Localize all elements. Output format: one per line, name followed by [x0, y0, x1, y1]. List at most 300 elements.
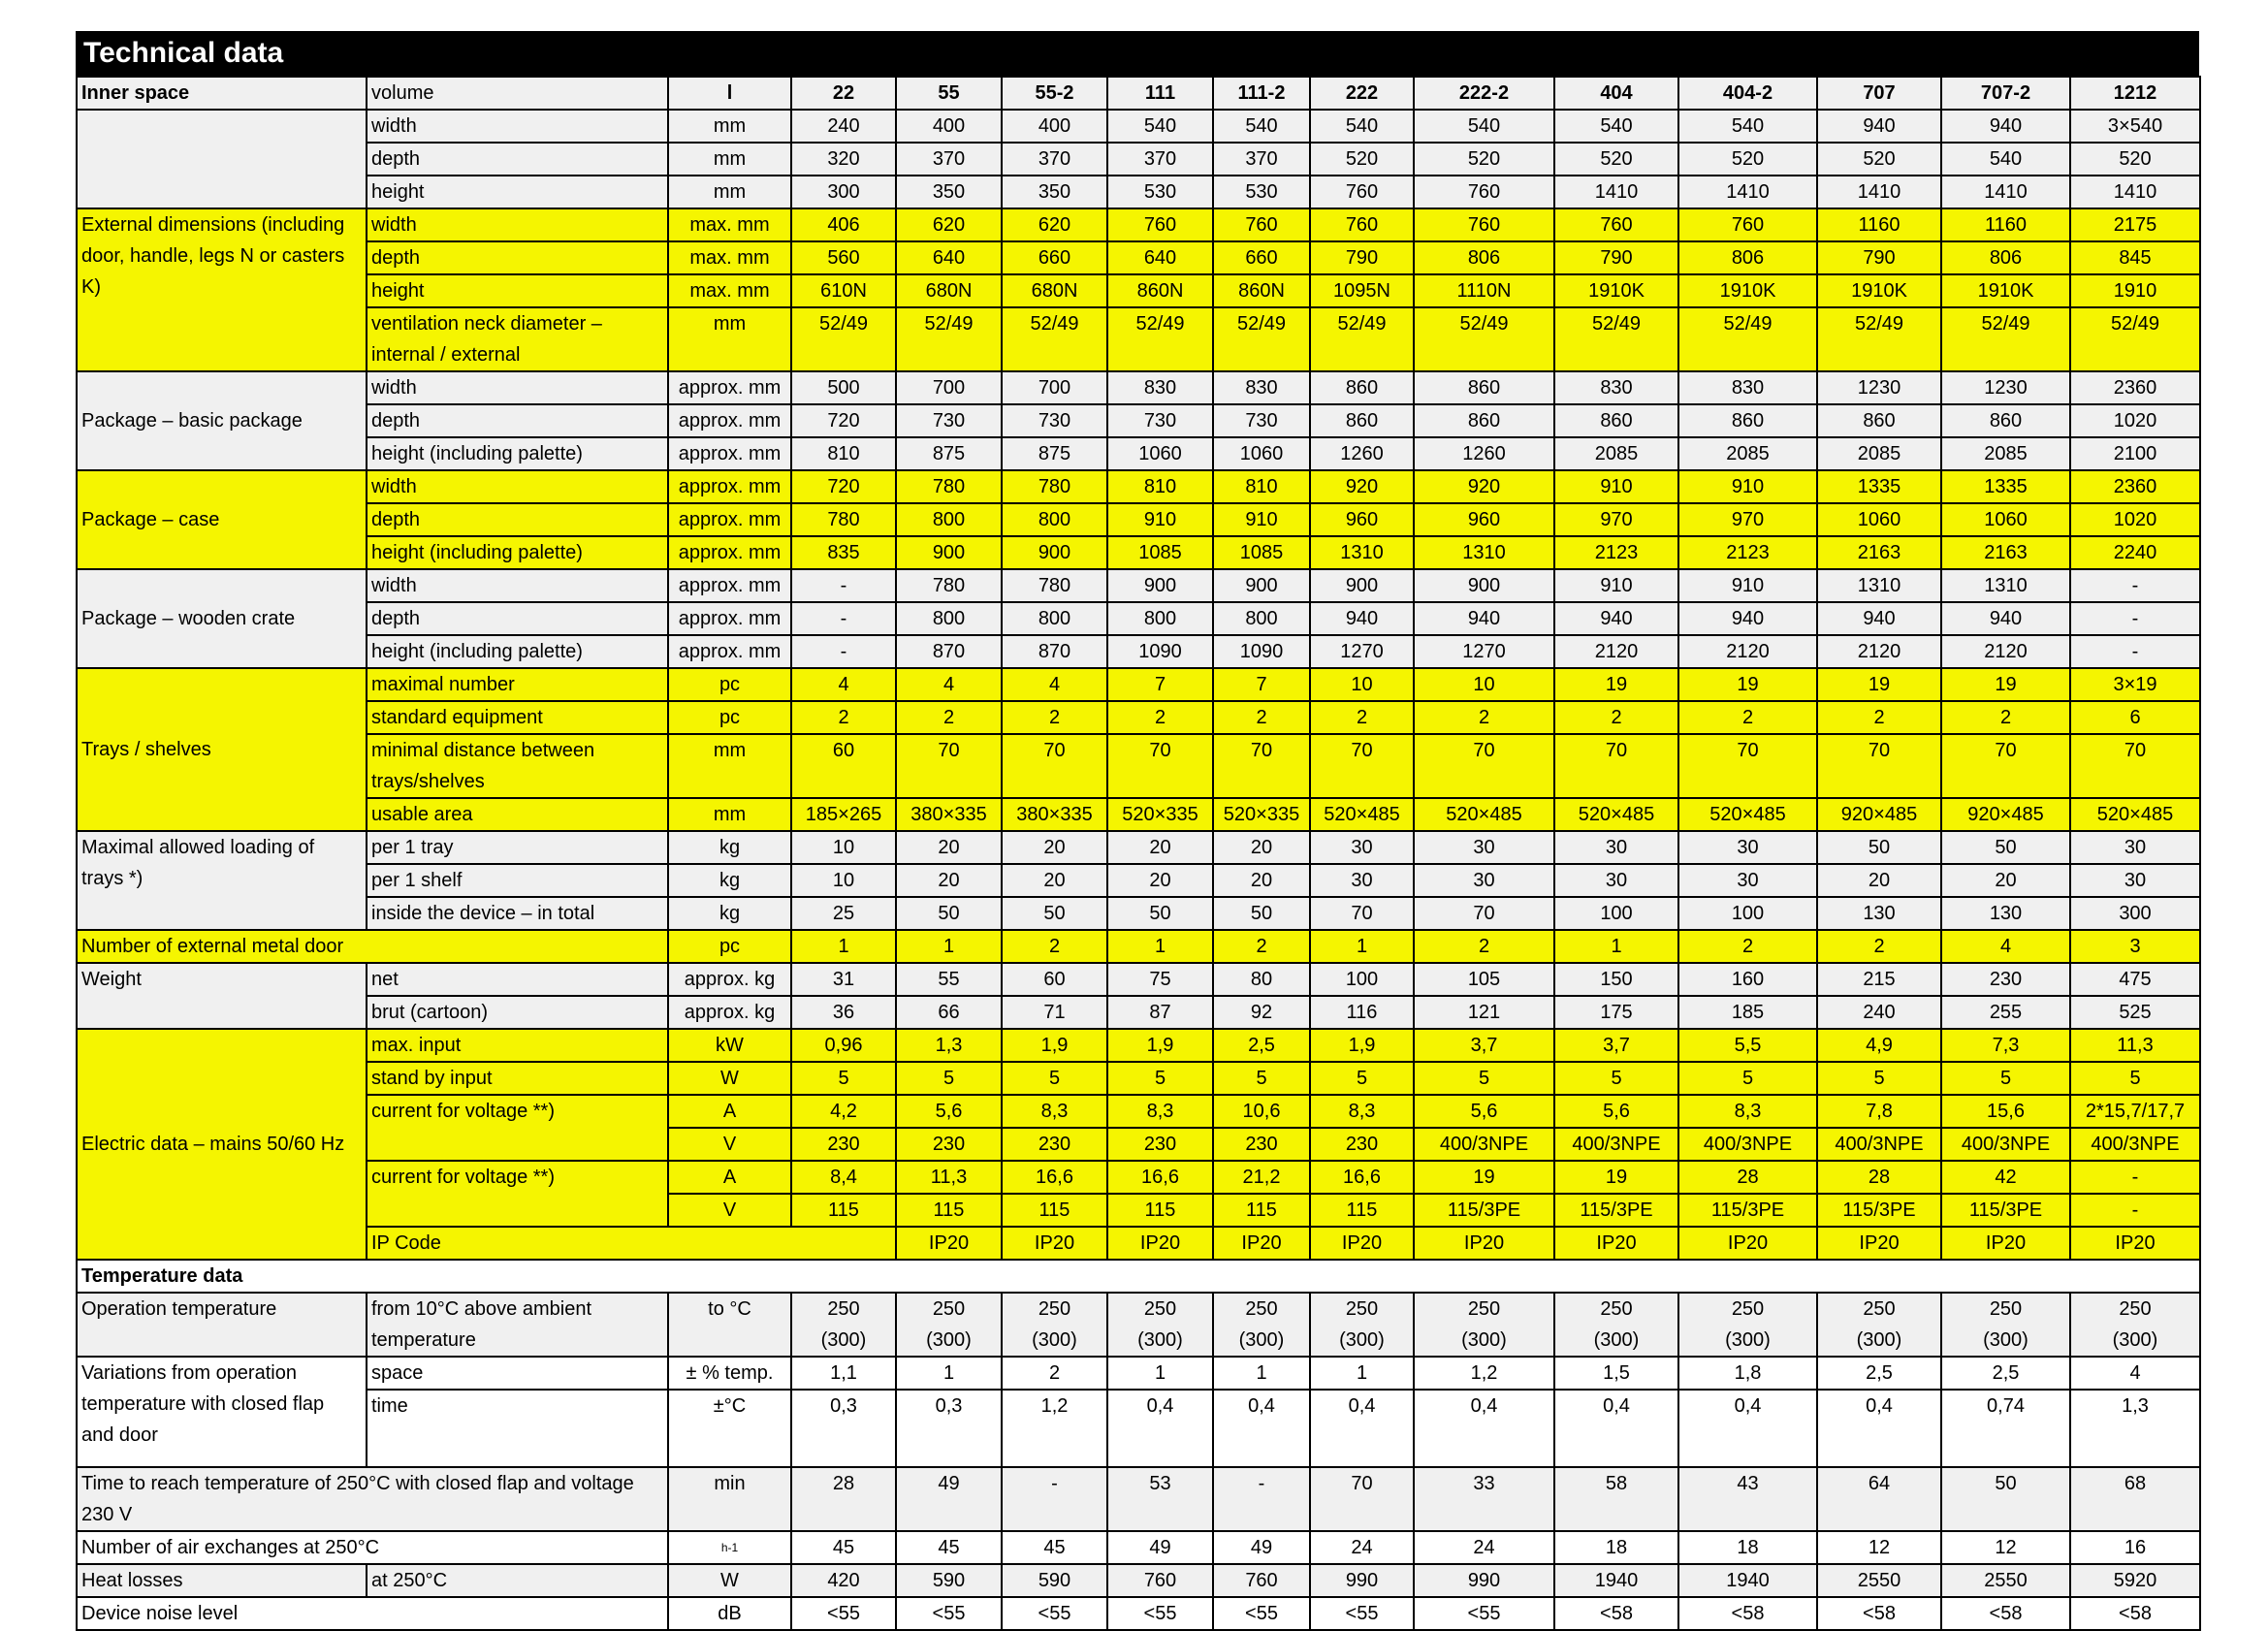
- table-row: [77, 897, 2200, 930]
- value-cell: 0,96: [791, 1029, 896, 1062]
- value-cell: 1: [1213, 1357, 1310, 1390]
- value-cell: 1310: [1817, 569, 1941, 602]
- value-cell: 2360: [2070, 371, 2200, 404]
- value-cell: 2: [1107, 701, 1213, 734]
- value-cell: IP20: [2070, 1227, 2200, 1260]
- value-cell: 100: [1554, 897, 1678, 930]
- value-cell: 800: [1002, 602, 1107, 635]
- value-cell: 806: [1941, 241, 2070, 274]
- technical-data-sheet: [76, 31, 2199, 1631]
- unit-cell: V: [668, 1128, 791, 1161]
- value-cell: 780: [1002, 569, 1107, 602]
- value-cell: 70: [896, 734, 1002, 798]
- group-label: Electric data – mains 50/60 Hz: [77, 1029, 367, 1260]
- value-cell: 4,9: [1817, 1029, 1941, 1062]
- unit-cell: kW: [668, 1029, 791, 1062]
- value-cell: 860: [1414, 371, 1554, 404]
- value-top: 250: [1467, 1298, 1501, 1320]
- value-cell: 20: [896, 864, 1002, 897]
- value-cell: 990: [1414, 1564, 1554, 1597]
- value-cell: 520×335: [1213, 798, 1310, 831]
- value-cell: 520×485: [1554, 798, 1678, 831]
- technical-data-table: [76, 76, 2201, 1631]
- table-row: [77, 864, 2200, 897]
- value-cell: 19: [1554, 1161, 1678, 1194]
- value-cell: 940: [1817, 110, 1941, 143]
- value-cell: 5: [1678, 1062, 1817, 1095]
- value-bottom: (300): [1856, 1329, 1902, 1351]
- value-cell: 660: [1213, 241, 1310, 274]
- value-cell: 1410: [2070, 176, 2200, 208]
- value-cell: 1260: [1414, 437, 1554, 470]
- value-cell: -: [2070, 635, 2200, 668]
- value-bottom: (300): [1032, 1329, 1077, 1351]
- value-cell: 105: [1414, 963, 1554, 996]
- value-cell: 30: [1414, 864, 1554, 897]
- section-title: Temperature data: [77, 1260, 2200, 1293]
- value-cell: 830: [1213, 371, 1310, 404]
- unit-cell: approx. kg: [668, 963, 791, 996]
- value-cell: 920: [1310, 470, 1414, 503]
- value-cell: 5,6: [896, 1095, 1002, 1128]
- value-cell: 222-2: [1414, 77, 1554, 110]
- value-cell: 720: [791, 470, 896, 503]
- row-label: maximal number: [367, 668, 668, 701]
- value-cell: 730: [1213, 404, 1310, 437]
- value-cell: 8,3: [1107, 1095, 1213, 1128]
- value-cell: 30: [1554, 864, 1678, 897]
- value-cell: 52/49: [896, 307, 1002, 371]
- value-cell: 240: [1817, 996, 1941, 1029]
- value-cell: 49: [1213, 1531, 1310, 1564]
- value-cell: 42: [1941, 1161, 2070, 1194]
- value-cell: 230: [1310, 1128, 1414, 1161]
- value-cell: 760: [1107, 208, 1213, 241]
- value-cell: 860: [1554, 404, 1678, 437]
- value-cell: 810: [1213, 470, 1310, 503]
- table-row: [77, 930, 2200, 963]
- value-cell: 70: [1002, 734, 1107, 798]
- unit-cell: A: [668, 1161, 791, 1194]
- value-cell: 71: [1002, 996, 1107, 1029]
- value-cell: 8,3: [1002, 1095, 1107, 1128]
- value-cell: 730: [896, 404, 1002, 437]
- value-bottom: (300): [1983, 1329, 2028, 1351]
- row-label: current for voltage **): [367, 1095, 668, 1161]
- value-cell: 2550: [1941, 1564, 2070, 1597]
- value-cell: 2: [1554, 701, 1678, 734]
- value-cell: 5: [1107, 1062, 1213, 1095]
- value-cell: 5: [1310, 1062, 1414, 1095]
- value-cell: 5,6: [1554, 1095, 1678, 1128]
- value-cell: 10: [791, 864, 896, 897]
- value-cell: 2: [1002, 701, 1107, 734]
- value-cell: 810: [1107, 470, 1213, 503]
- value-cell: 2120: [1678, 635, 1817, 668]
- value-cell: 2: [1002, 1357, 1107, 1390]
- value-cell: 92: [1213, 996, 1310, 1029]
- value-cell: 30: [1414, 831, 1554, 864]
- value-cell: 70: [1678, 734, 1817, 798]
- value-cell: 590: [896, 1564, 1002, 1597]
- value-cell: 18: [1554, 1531, 1678, 1564]
- value-cell: 860: [1678, 404, 1817, 437]
- value-cell: 20: [896, 831, 1002, 864]
- table-row: [77, 701, 2200, 734]
- row-label: max. input: [367, 1029, 668, 1062]
- value-cell: 1310: [1941, 569, 2070, 602]
- value-cell: <55: [1213, 1597, 1310, 1630]
- value-cell: 780: [1002, 470, 1107, 503]
- value-cell: 2085: [1941, 437, 2070, 470]
- value-cell: 660: [1002, 241, 1107, 274]
- value-cell: 406: [791, 208, 896, 241]
- value-cell: 540: [1107, 110, 1213, 143]
- value-cell: 52/49: [1107, 307, 1213, 371]
- value-cell: 160: [1678, 963, 1817, 996]
- row-label: depth: [367, 143, 668, 176]
- value-cell: 4: [896, 668, 1002, 701]
- group-label: External dimensions (including door, handle, legs N or casters K): [77, 208, 367, 371]
- value-cell: 530: [1107, 176, 1213, 208]
- value-cell: 875: [896, 437, 1002, 470]
- value-top: 250: [1143, 1298, 1177, 1320]
- value-cell: 350: [1002, 176, 1107, 208]
- value-cell: 20: [1213, 831, 1310, 864]
- group-label: Maximal allowed loading of trays *): [77, 831, 367, 930]
- value-cell: 680N: [896, 274, 1002, 307]
- value-cell: 1910K: [1554, 274, 1678, 307]
- value-cell: 49: [1107, 1531, 1213, 1564]
- value-cell: 870: [1002, 635, 1107, 668]
- value-cell: 18: [1678, 1531, 1817, 1564]
- value-cell: 860N: [1107, 274, 1213, 307]
- value-cell: IP20: [1941, 1227, 2070, 1260]
- value-cell: 720: [791, 404, 896, 437]
- value-cell: 940: [1310, 602, 1414, 635]
- table-row: [77, 1029, 2200, 1062]
- value-cell: 11,3: [896, 1161, 1002, 1194]
- value-cell: 116: [1310, 996, 1414, 1029]
- value-cell: 940: [1817, 602, 1941, 635]
- value-cell: 75: [1107, 963, 1213, 996]
- table-row: [77, 734, 2200, 798]
- value-cell: 1060: [1107, 437, 1213, 470]
- value-cell: 370: [1213, 143, 1310, 176]
- value-bottom: (300): [1593, 1329, 1640, 1351]
- value-cell: 1060: [1817, 503, 1941, 536]
- sheet-title: Technical data: [76, 31, 2199, 76]
- value-cell: 970: [1554, 503, 1678, 536]
- value-cell: 860: [1941, 404, 2070, 437]
- value-cell: 16,6: [1107, 1161, 1213, 1194]
- row-label: height (including palette): [367, 635, 668, 668]
- value-cell: 115: [1107, 1194, 1213, 1227]
- row-label: height: [367, 274, 668, 307]
- value-cell: 230: [896, 1128, 1002, 1161]
- value-cell: 525: [2070, 996, 2200, 1029]
- value-cell: 230: [1107, 1128, 1213, 1161]
- value-cell: 1260: [1310, 437, 1414, 470]
- unit-cell: approx. mm: [668, 404, 791, 437]
- value-cell: 45: [1002, 1531, 1107, 1564]
- value-cell: 1: [1107, 1357, 1213, 1390]
- value-cell: 990: [1310, 1564, 1414, 1597]
- row-label: height (including palette): [367, 437, 668, 470]
- value-cell: IP20: [1678, 1227, 1817, 1260]
- value-cell: 1: [1554, 930, 1678, 963]
- value-cell: 64: [1817, 1467, 1941, 1531]
- value-cell: 2360: [2070, 470, 2200, 503]
- value-cell: 175: [1554, 996, 1678, 1029]
- value-top: 250: [1989, 1298, 2023, 1320]
- value-cell: 540: [1213, 110, 1310, 143]
- value-cell: 24: [1414, 1531, 1554, 1564]
- table-row: [77, 1357, 2200, 1390]
- unit-cell: to °C: [668, 1293, 791, 1357]
- value-cell: 66: [896, 996, 1002, 1029]
- unit-cell: kg: [668, 831, 791, 864]
- value-cell: 255: [1941, 996, 2070, 1029]
- value-cell: 1090: [1213, 635, 1310, 668]
- value-cell: 1: [1310, 930, 1414, 963]
- value-cell: 1095N: [1310, 274, 1414, 307]
- value-cell: <58: [1817, 1597, 1941, 1630]
- value-cell: -: [2070, 1194, 2200, 1227]
- value-cell: 830: [1107, 371, 1213, 404]
- table-row: [77, 1467, 2200, 1531]
- table-row: [77, 1260, 2200, 1293]
- value-cell: 10: [1414, 668, 1554, 701]
- value-cell: 2120: [1941, 635, 2070, 668]
- table-row: [77, 635, 2200, 668]
- value-cell: 520×485: [1414, 798, 1554, 831]
- row-label: width: [367, 208, 668, 241]
- row-label: from 10°C above ambient temperature: [367, 1293, 668, 1357]
- value-cell: 940: [1941, 602, 2070, 635]
- value-cell: 1,2: [1414, 1357, 1554, 1390]
- value-cell: 760: [1414, 208, 1554, 241]
- value-cell: IP20: [1554, 1227, 1678, 1260]
- value-cell: 20: [1107, 864, 1213, 897]
- value-bottom: (300): [820, 1329, 867, 1351]
- row-label: height: [367, 176, 668, 208]
- value-cell: 3: [2070, 930, 2200, 963]
- value-cell: 620: [896, 208, 1002, 241]
- value-cell: 5: [791, 1062, 896, 1095]
- value-cell: 500: [791, 371, 896, 404]
- value-cell: 780: [896, 470, 1002, 503]
- table-row: [77, 536, 2200, 569]
- value-cell: 2,5: [1817, 1357, 1941, 1390]
- unit-cell: A: [668, 1095, 791, 1128]
- row-label: Device noise level: [77, 1597, 668, 1630]
- value-cell: 760: [1213, 208, 1310, 241]
- value-cell: 960: [1414, 503, 1554, 536]
- value-cell: 730: [1002, 404, 1107, 437]
- unit-cell: approx. mm: [668, 602, 791, 635]
- value-cell: 115/3PE: [1554, 1194, 1678, 1227]
- value-cell: 540: [1678, 110, 1817, 143]
- value-cell: 520: [1817, 143, 1941, 176]
- value-cell: 2: [791, 701, 896, 734]
- value-cell: 55-2: [1002, 77, 1107, 110]
- value-cell: 920×485: [1941, 798, 2070, 831]
- value-cell: 70: [1310, 897, 1414, 930]
- value-cell: [1678, 1293, 1817, 1357]
- value-cell: 12: [1941, 1531, 2070, 1564]
- value-cell: 2: [1414, 930, 1554, 963]
- unit-cell: ±°C: [668, 1390, 791, 1467]
- value-cell: 5,6: [1414, 1095, 1554, 1128]
- row-label: stand by input: [367, 1062, 668, 1095]
- value-cell: 0,74: [1941, 1390, 2070, 1467]
- value-cell: 0,4: [1678, 1390, 1817, 1467]
- value-cell: -: [1213, 1467, 1310, 1531]
- table-row: [77, 1531, 2200, 1564]
- value-cell: 400/3NPE: [2070, 1128, 2200, 1161]
- value-cell: 760: [1310, 176, 1414, 208]
- value-cell: 300: [2070, 897, 2200, 930]
- value-cell: 115/3PE: [1941, 1194, 2070, 1227]
- value-cell: 50: [896, 897, 1002, 930]
- value-cell: 60: [791, 734, 896, 798]
- value-cell: 15,6: [1941, 1095, 2070, 1128]
- value-cell: 1410: [1554, 176, 1678, 208]
- value-cell: <55: [791, 1597, 896, 1630]
- row-label: Time to reach temperature of 250°C with closed flap and voltage 230 V: [77, 1467, 668, 1531]
- unit-cell: approx. mm: [668, 503, 791, 536]
- unit-cell: pc: [668, 701, 791, 734]
- value-cell: 2120: [1817, 635, 1941, 668]
- table-row: [77, 798, 2200, 831]
- value-cell: 1910K: [1941, 274, 2070, 307]
- value-cell: 640: [1107, 241, 1213, 274]
- value-cell: 12: [1817, 1531, 1941, 1564]
- value-cell: 640: [896, 241, 1002, 274]
- value-cell: 730: [1107, 404, 1213, 437]
- table-row: [77, 996, 2200, 1029]
- unit-cell: W: [668, 1564, 791, 1597]
- value-cell: 910: [1678, 569, 1817, 602]
- value-cell: 790: [1817, 241, 1941, 274]
- value-cell: 680N: [1002, 274, 1107, 307]
- value-cell: 520: [1310, 143, 1414, 176]
- value-cell: <55: [1107, 1597, 1213, 1630]
- value-cell: [1554, 1293, 1678, 1357]
- value-cell: 1085: [1107, 536, 1213, 569]
- value-cell: 860: [1817, 404, 1941, 437]
- group-label: Trays / shelves: [77, 668, 367, 831]
- value-cell: 1: [1310, 1357, 1414, 1390]
- row-label: width: [367, 470, 668, 503]
- value-cell: <55: [1310, 1597, 1414, 1630]
- unit-cell: max. mm: [668, 274, 791, 307]
- table-row: [77, 831, 2200, 864]
- value-cell: 50: [1107, 897, 1213, 930]
- value-cell: 19: [1941, 668, 2070, 701]
- value-cell: -: [2070, 602, 2200, 635]
- value-cell: 19: [1817, 668, 1941, 701]
- value-cell: 100: [1678, 897, 1817, 930]
- value-cell: 780: [791, 503, 896, 536]
- value-cell: 49: [896, 1467, 1002, 1531]
- value-cell: 300: [791, 176, 896, 208]
- value-cell: 7,8: [1817, 1095, 1941, 1128]
- value-cell: 520: [1678, 143, 1817, 176]
- value-cell: -: [2070, 569, 2200, 602]
- row-label: usable area: [367, 798, 668, 831]
- value-cell: 8,4: [791, 1161, 896, 1194]
- value-cell: 940: [1554, 602, 1678, 635]
- table-row: [77, 77, 2200, 110]
- value-cell: 1,8: [1678, 1357, 1817, 1390]
- value-cell: IP20: [1310, 1227, 1414, 1260]
- value-cell: 53: [1107, 1467, 1213, 1531]
- value-cell: 28: [791, 1467, 896, 1531]
- value-cell: 185: [1678, 996, 1817, 1029]
- value-cell: 0,3: [791, 1390, 896, 1467]
- value-cell: 700: [1002, 371, 1107, 404]
- value-cell: 910: [1554, 569, 1678, 602]
- value-top: 250: [1245, 1298, 1278, 1320]
- value-cell: 1060: [1941, 503, 2070, 536]
- table-row: [77, 307, 2200, 371]
- value-cell: 2: [1213, 701, 1310, 734]
- value-cell: 900: [1213, 569, 1310, 602]
- row-label: space: [367, 1357, 668, 1390]
- group-label-continued: [77, 143, 367, 176]
- value-cell: 790: [1310, 241, 1414, 274]
- value-top: 250: [827, 1298, 860, 1320]
- value-cell: 70: [2070, 734, 2200, 798]
- value-cell: 5: [1002, 1062, 1107, 1095]
- value-cell: 0,3: [896, 1390, 1002, 1467]
- value-cell: 111: [1107, 77, 1213, 110]
- value-cell: 4: [791, 668, 896, 701]
- value-cell: 910: [1554, 470, 1678, 503]
- value-cell: 130: [1941, 897, 2070, 930]
- value-cell: -: [791, 602, 896, 635]
- row-label: inside the device – in total: [367, 897, 668, 930]
- value-cell: 1310: [1310, 536, 1414, 569]
- value-cell: 400: [1002, 110, 1107, 143]
- value-cell: 16: [2070, 1531, 2200, 1564]
- table-row: [77, 963, 2200, 996]
- value-cell: 760: [1107, 1564, 1213, 1597]
- value-cell: 860: [1414, 404, 1554, 437]
- value-cell: 610N: [791, 274, 896, 307]
- value-cell: 2550: [1817, 1564, 1941, 1597]
- value-cell: 230: [1213, 1128, 1310, 1161]
- value-cell: 230: [791, 1128, 896, 1161]
- value-cell: 68: [2070, 1467, 2200, 1531]
- unit-cell: l: [668, 77, 791, 110]
- value-cell: 2: [1678, 930, 1817, 963]
- table-row: [77, 437, 2200, 470]
- value-cell: 10: [1310, 668, 1414, 701]
- unit-cell: mm: [668, 176, 791, 208]
- value-bottom: (300): [1238, 1329, 1285, 1351]
- table-row: [77, 1390, 2200, 1467]
- value-cell: 230: [1941, 963, 2070, 996]
- value-cell: 800: [896, 602, 1002, 635]
- value-cell: 520×485: [2070, 798, 2200, 831]
- value-cell: 940: [1678, 602, 1817, 635]
- value-cell: 420: [791, 1564, 896, 1597]
- table-row: [77, 668, 2200, 701]
- value-cell: 910: [1107, 503, 1213, 536]
